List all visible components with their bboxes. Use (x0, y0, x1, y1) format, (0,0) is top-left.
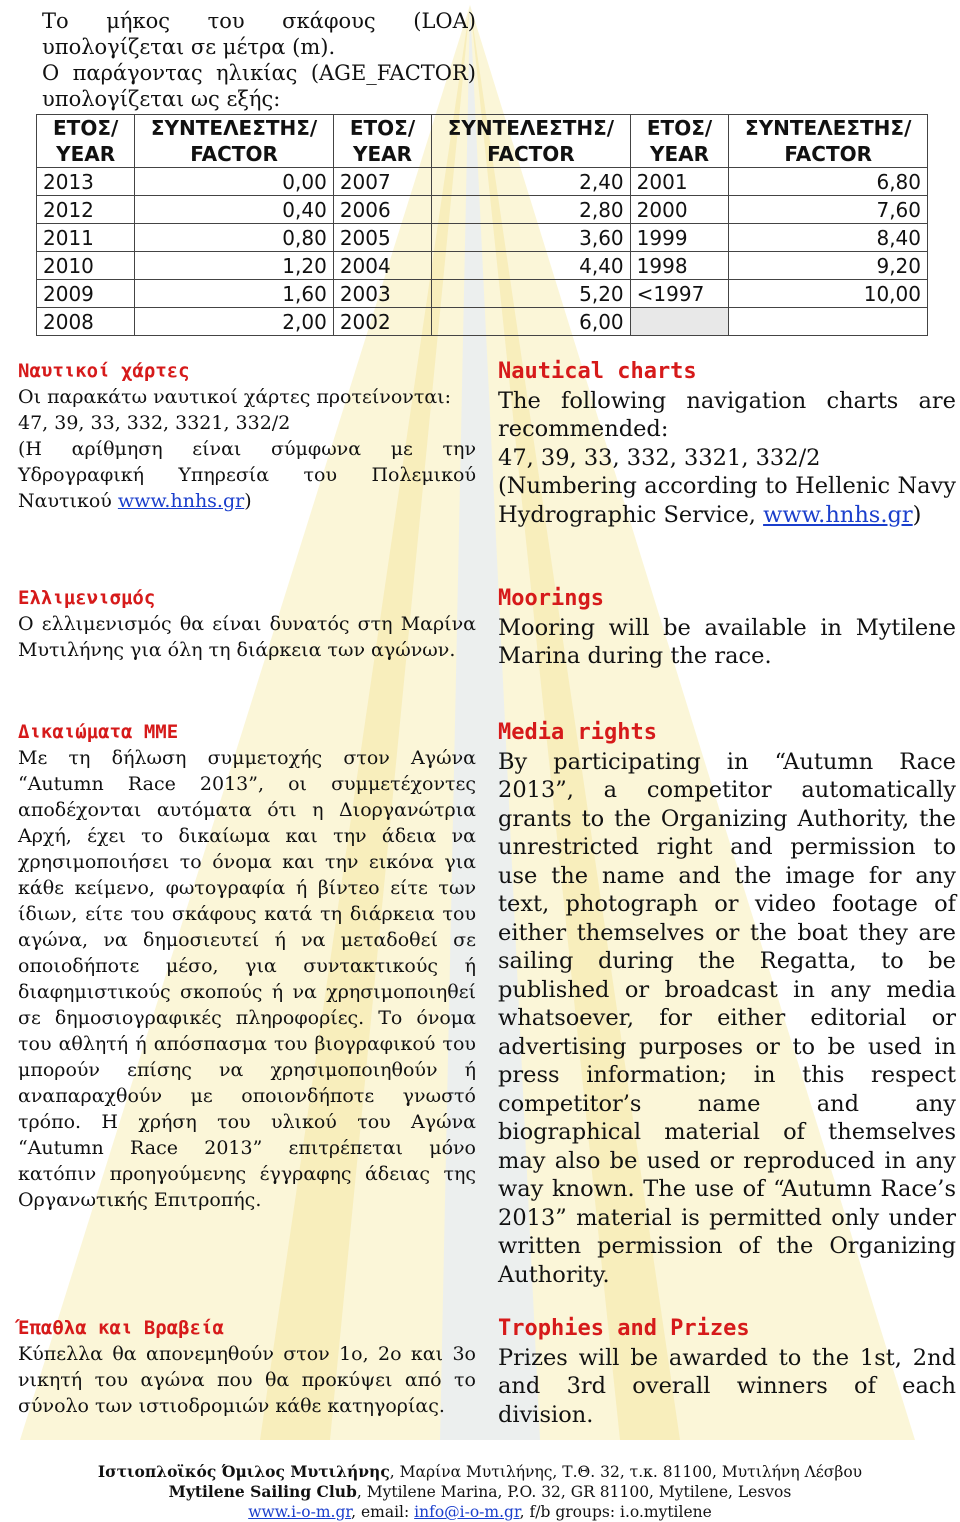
year-cell: 2006 (333, 196, 431, 224)
factor-cell: 9,20 (729, 252, 928, 280)
section-heading: Ναυτικοί χάρτες (18, 360, 190, 382)
email-link[interactable]: info@i-o-m.gr (414, 1503, 520, 1521)
year-cell: 2002 (333, 308, 431, 336)
charts-numbers: 47, 39, 33, 332, 3321, 332/2 (498, 444, 821, 471)
age-factor-sentence: Ο παράγοντας ηλικίας (AGE_FACTOR) υπολογίζεται ως εξής: (42, 61, 476, 111)
hnhs-link[interactable]: www.hnhs.gr (117, 490, 245, 512)
year-cell: 2007 (333, 168, 431, 196)
footer-line-en (0, 1482, 960, 1502)
prizes-text: Prizes will be awarded to the 1st, 2nd and 3rd overall winners of each division. (498, 1344, 956, 1428)
factor-cell: 10,00 (729, 280, 928, 308)
media-text: Με τη δήλωση συμμετοχής στον Αγώνα “Autumn Race 2013”, οι συμμετέχοντες αποδέχονται αυτόματα ότι η Διοργανώτρια Αρχή, έχει το δικαίωμα και την άδεια να χρησιμοποιήσει το όνομα και την εικόνα για κάθε κείμενο, φωτογραφία ή βίντεο είτε των ίδιων, είτε του σκάφους κατά τη διάρκεια του αγώνα, να δημοσιευτεί ή να μεταδοθεί σε οποιοδήποτε μέσο, για συντακτικούς ή διαφημιστικούς σκοπούς ή να χρησιμοποιηθεί σε δημοσιογραφικές πληροφορίες. Το όνομα του αθλητή ή απόσπασμα του βιογραφικού του μπορούν επίσης να χρησιμοποιηθούν ή αναπαραχθούν με οποιονδήποτε γνωστό τρόπο. Η χρήση του υλικού του Αγώνα “Autumn Race 2013” επιτρέπεται μόνο κατόπιν προηγούμενης έγγραφης άδειας της Οργανωτικής Επιτροπής. (18, 747, 476, 1211)
section-heading: Δικαιώματα ΜΜΕ (18, 721, 179, 743)
loa-sentence: Το μήκος του σκάφους (LOA) υπολογίζεται σε μέτρα (m). (42, 9, 476, 59)
year-cell: 2009 (37, 280, 135, 308)
footer-line-gr (0, 1462, 960, 1482)
year-cell: 2012 (37, 196, 135, 224)
factor-cell: 0,80 (135, 224, 334, 252)
intro-text (42, 8, 476, 112)
charts-note: (Numbering according to Hellenic Navy Hydrographic Service, (498, 473, 956, 528)
charts-intro: Οι παρακάτω ναυτικοί χάρτες προτείνονται: (18, 386, 452, 408)
factor-cell: 7,60 (729, 196, 928, 224)
media-section-gr (18, 719, 476, 1213)
factor-cell: 0,00 (135, 168, 334, 196)
factor-cell: 0,40 (135, 196, 334, 224)
club-name-gr: Ιστιοπλοϊκός Όμιλος Μυτιλήνης (97, 1462, 390, 1481)
factor-cell: 1,20 (135, 252, 334, 280)
year-cell: 2003 (333, 280, 431, 308)
year-cell: <1997 (630, 280, 729, 308)
charts-close: ) (244, 490, 252, 512)
page-footer (0, 1462, 960, 1522)
factor-cell: 8,40 (729, 224, 928, 252)
moorings-text: Mooring will be available in Mytilene Marina during the race. (498, 614, 956, 669)
year-cell: 2013 (37, 168, 135, 196)
table-row (37, 168, 928, 196)
section-heading: Media rights (498, 720, 657, 745)
table-row (37, 224, 928, 252)
charts-text-en (498, 387, 956, 530)
charts-section-en (498, 358, 956, 529)
club-address-gr: , Μαρίνα Μυτιλήνης, Τ.Θ. 32, τ.κ. 81100, Μυτιλήνη Λέσβου (389, 1463, 863, 1481)
charts-note: (Η αρίθμηση είναι σύμφωνα με την Υδρογραφική Υπηρεσία του Πολεμικού Ναυτικού (18, 438, 476, 512)
year-cell: 2008 (37, 308, 135, 336)
moorings-section-en (498, 585, 956, 671)
table-header-cell: ΣΥΝΤΕΛΕΣΤΗΣ/ FACTOR (432, 115, 631, 168)
year-cell: 1998 (630, 252, 729, 280)
footer-contacts (0, 1502, 960, 1522)
year-cell: 2005 (333, 224, 431, 252)
club-address-en: , Mytilene Marina, P.O. 32, GR 81100, Mytilene, Lesvos (356, 1483, 792, 1501)
charts-intro: The following navigation charts are recommended: (498, 387, 956, 442)
factor-cell: 6,80 (729, 168, 928, 196)
year-cell: 2011 (37, 224, 135, 252)
prizes-section-en (498, 1315, 956, 1429)
facebook-group: , f/b groups: i.o.mytilene (519, 1503, 712, 1521)
age-factor-table (36, 114, 928, 336)
empty-cell (729, 308, 928, 336)
section-heading: Moorings (498, 586, 604, 611)
website-link[interactable]: www.i-o-m.gr (248, 1503, 352, 1521)
prizes-text: Κύπελλα θα απονεμηθούν στον 1ο, 2ο και 3ο νικητή του αγώνα που θα προκύψει από το σύνολο των ιστιοδρομιών κάθε κατηγορίας. (18, 1343, 476, 1417)
moorings-section-gr (18, 585, 476, 663)
factor-cell: 1,60 (135, 280, 334, 308)
factor-cell: 2,00 (135, 308, 334, 336)
hnhs-link[interactable]: www.hnhs.gr (763, 501, 913, 528)
factor-cell: 5,20 (432, 280, 631, 308)
factor-cell: 3,60 (432, 224, 631, 252)
table-row (37, 308, 928, 336)
club-name-en: Mytilene Sailing Club (168, 1482, 357, 1501)
media-text: By participating in “Autumn Race 2013”, a competitor automatically grants to the Organizing Authority, the unrestricted right and permission to use the name and the image for any text, photograph or video footage of either themselves or the boat they are sailing during the Regatta, to be published or broadcast in any media whatsoever, for either editorial or advertising purposes or to be used in press information; in this respect competitor’s name and any biographical material of themselves may also be used or reproduced in any way known. The use of “Autumn Race’s 2013” material is permitted only under written permission of the Organizing Authority. (498, 748, 956, 1288)
factor-cell: 4,40 (432, 252, 631, 280)
prizes-section-gr (18, 1315, 476, 1419)
section-heading: Trophies and Prizes (498, 1316, 750, 1341)
section-heading: Nautical charts (498, 359, 697, 384)
charts-section-gr (18, 358, 476, 514)
table-row (37, 196, 928, 224)
year-cell: 1999 (630, 224, 729, 252)
email-label: , email: (351, 1503, 415, 1521)
year-cell: 2004 (333, 252, 431, 280)
media-section-en (498, 719, 956, 1289)
table-header-cell: ΕΤΟΣ/ YEAR (630, 115, 729, 168)
table-row (37, 280, 928, 308)
year-cell: 2000 (630, 196, 729, 224)
empty-cell (630, 308, 729, 336)
table-header-cell: ΕΤΟΣ/ YEAR (333, 115, 431, 168)
factor-cell: 2,40 (432, 168, 631, 196)
year-cell: 2010 (37, 252, 135, 280)
table-header-cell: ΣΥΝΤΕΛΕΣΤΗΣ/ FACTOR (729, 115, 928, 168)
year-cell: 2001 (630, 168, 729, 196)
section-heading: Ελλιμενισμός (18, 587, 156, 609)
table-header-cell: ΣΥΝΤΕΛΕΣΤΗΣ/ FACTOR (135, 115, 334, 168)
table-header-row (37, 115, 928, 168)
table-row (37, 252, 928, 280)
charts-close: ) (912, 501, 922, 528)
charts-numbers: 47, 39, 33, 332, 3321, 332/2 (18, 412, 291, 434)
charts-text-gr (18, 384, 476, 514)
factor-cell: 2,80 (432, 196, 631, 224)
moorings-text: Ο ελλιμενισμός θα είναι δυνατός στη Μαρίνα Μυτιλήνης για όλη τη διάρκεια των αγώνων. (18, 613, 476, 661)
factor-cell: 6,00 (432, 308, 631, 336)
section-heading: Έπαθλα και Βραβεία (18, 1317, 224, 1339)
table-header-cell: ΕΤΟΣ/ YEAR (37, 115, 135, 168)
